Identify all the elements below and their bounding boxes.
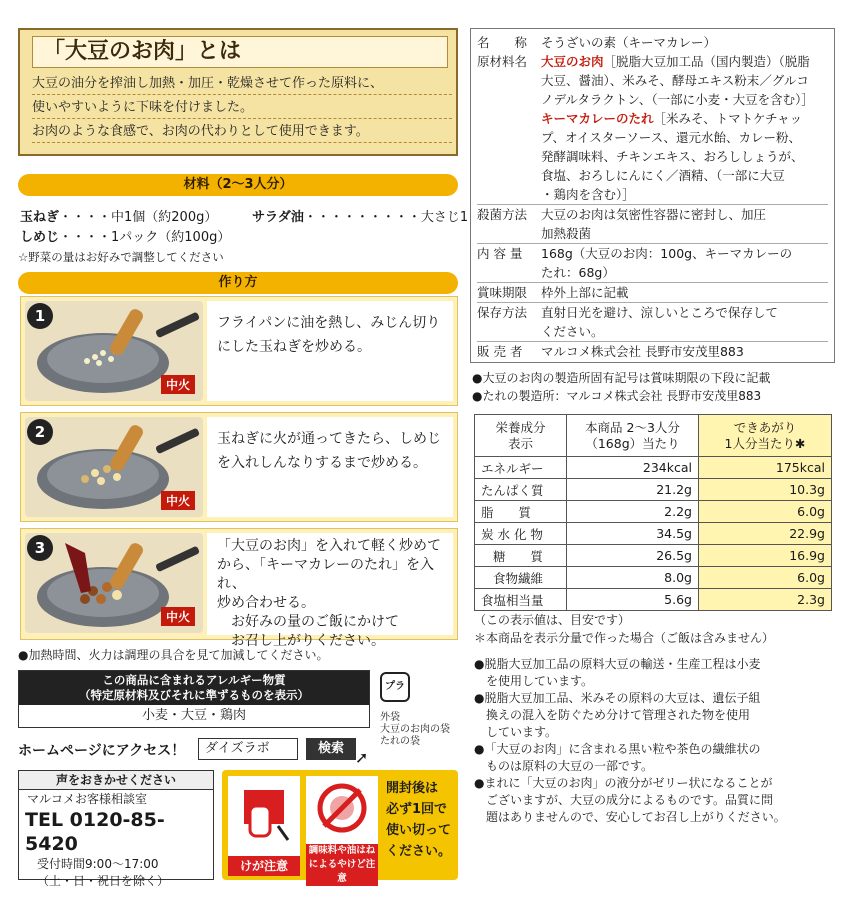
nutrition-header: できあがり 1人分当たり✱ (699, 415, 832, 457)
method-header: 作り方 (18, 272, 458, 294)
allergy-box (18, 670, 370, 728)
spec-storage: 保存方法 直射日光を避け、涼しいところで保存して ください。 (477, 302, 828, 341)
recycle-pla-icon: プラ (380, 672, 410, 702)
materials-header: 材料（2～3人分） (18, 174, 458, 196)
spec-seller: 販 売 者 マルコメ株式会社 長野市安茂里883 (477, 341, 828, 361)
nutrition-note-2: ＊本商品を表示分量で作った場合（ご飯は含みません） (474, 631, 775, 645)
step-number: 2 (27, 419, 53, 445)
table-row: 食塩相当量 5.6g 2.3g (475, 589, 832, 611)
contact-days: （土・日・祝日を除く） (37, 874, 170, 888)
spec-volume: 内 容 量 168g（大豆のお肉：100g、キーマカレーの たれ：68g） (477, 243, 828, 282)
table-row: たんぱく質 21.2g 10.3g (475, 479, 832, 501)
contact-name: マルコメお客様相談室 (27, 792, 148, 806)
intro-line: 使いやすいように下味を付けました。 (32, 98, 452, 119)
step-number: 1 (27, 303, 53, 329)
contact-tel[interactable]: TEL 0120-85-5420 (25, 809, 165, 855)
step-1 (20, 296, 458, 406)
nutrition-header: 本商品 2～3人分 （168g）当たり (567, 415, 699, 457)
heat-badge: 中火 (161, 375, 195, 394)
table-row: 糖 質 26.5g 16.9g (475, 545, 832, 567)
cut-label: けが注意 (228, 856, 300, 876)
spec-sterilization: 殺菌方法 大豆のお肉は気密性容器に密封し、加圧 加熱殺菌 (477, 204, 828, 243)
heat-badge: 中火 (161, 491, 195, 510)
intro-panel (18, 28, 458, 156)
intro-line: 大豆の油分を搾油し加熱・加圧・乾燥させて作った原料に、 (32, 74, 452, 95)
notes-block: ●脱脂大豆加工品の原料大豆の輸送・生産工程は小麦 を使用しています。 ●脱脂大豆加工品、米みその原料の大豆は、遺伝子組 換えの混入を防ぐため分けて管理された物を使用 しています。 ●「大豆のお肉」に含まれる黒い粒や茶色の繊維状の ものは原料の大豆の一部です。 ●まれに「大豆のお肉」の液分がゼリー状になることが ございますが、大豆の成分によるものです。品質に問 題はありませんので、安心してお召し上がりください。 (474, 657, 786, 824)
table-row: 炭 水 化 物 34.5g 22.9g (475, 523, 832, 545)
contact-box (18, 770, 214, 888)
heating-note: ●加熱時間、火力は調理の具合を見て加減してください。 (18, 648, 329, 662)
intro-title: 「大豆のお肉」とは (32, 36, 448, 68)
recycle-labels: 外袋 大豆のお肉の袋 たれの袋 (380, 712, 450, 747)
step-2 (20, 412, 458, 522)
search-button[interactable]: 検索 (306, 738, 356, 760)
material-onion: 玉ねぎ・・・・中1個（約200g） (20, 210, 218, 225)
burn-label: 調味料や油はね によるやけど注意 (306, 844, 378, 886)
mfg-note-1: ●大豆のお肉の製造所固有記号は賞味期限の下段に記載 (472, 371, 771, 385)
search-input[interactable]: ダイズラボ (198, 738, 298, 760)
cut-hand-icon (228, 776, 300, 852)
table-row: 食物繊維 8.0g 6.0g (475, 567, 832, 589)
warning-panel (222, 770, 458, 884)
step-3 (20, 528, 458, 649)
cursor-icon: ➚ (355, 748, 369, 767)
burn-warning (306, 776, 378, 884)
cut-warning (228, 776, 300, 874)
spec-name: 名 称 そうざいの素（キーマカレー） (477, 35, 717, 50)
material-shimeji: しめじ・・・・1パック（約100g） (20, 230, 231, 245)
table-row: エネルギー 234kcal 175kcal (475, 457, 832, 479)
step-text: 「大豆のお肉」を入れて軽く炒めて から、「キーマカレーのたれ」を入れ、 炒め合わせる。 お好みの量のご飯にかけて お召し上がりください。 (207, 533, 453, 635)
allergy-header: この商品に含まれるアレルギー物質 （特定原材料及びそれに準ずるものを表示） (19, 671, 369, 705)
intro-line: お肉のような食感で、お肉の代わりとして使用できます。 (32, 122, 452, 143)
spec-best-before: 賞味期限 枠外上部に記載 (477, 282, 828, 302)
table-row: 脂 質 2.2g 6.0g (475, 501, 832, 523)
step-text: フライパンに油を熱し、みじん切り にした玉ねぎを炒める。 (207, 301, 453, 401)
mfg-note-2: ●たれの製造所：マルコメ株式会社 長野市安茂里883 (472, 389, 762, 403)
contact-hours: 受付時間9:00～17:00 (37, 857, 159, 871)
nutrition-header: 栄養成分 表示 (475, 415, 567, 457)
step-number: 3 (27, 535, 53, 561)
spec-ingredients: 原材料名 大豆のお肉［脱脂大豆加工品（国内製造）（脱脂 大豆、醤油）、米みそ、酵母エキス粉末／グルコ ノデルタラクトン、（一部に小麦・大豆を含む）］ キーマカレーのたれ［米みそ、トマトケチャッ プ、オイスターソース、還元水飴、カレー粉、 発酵調味料、チキンエキス、おろししょうが、 食塩、おろしにんにく／酒精、（一部に大豆 ・鶏肉を含む）］ (477, 54, 814, 202)
step-text: 玉ねぎに火が通ってきたら、しめじ を入れしんなりするまで炒める。 (207, 417, 453, 517)
product-spec (470, 28, 835, 363)
oil-splash-pan-icon (306, 776, 378, 840)
material-oil: サラダ油・・・・・・・・・大さじ1 (252, 210, 469, 225)
materials-note: ☆野菜の量はお好みで調整してください (18, 250, 224, 264)
homepage-label: ホームページにアクセス！ (18, 743, 186, 759)
open-notice: 開封後は 必ず1回で 使い切って ください。 (386, 781, 452, 859)
contact-title: 声をおきかせください (19, 771, 213, 790)
allergy-items: 小麦・大豆・鶏肉 (141, 708, 246, 723)
nutrition-table (474, 414, 832, 611)
nutrition-note-1: （この表示値は、目安です） (474, 613, 631, 627)
heat-badge: 中火 (161, 607, 195, 626)
